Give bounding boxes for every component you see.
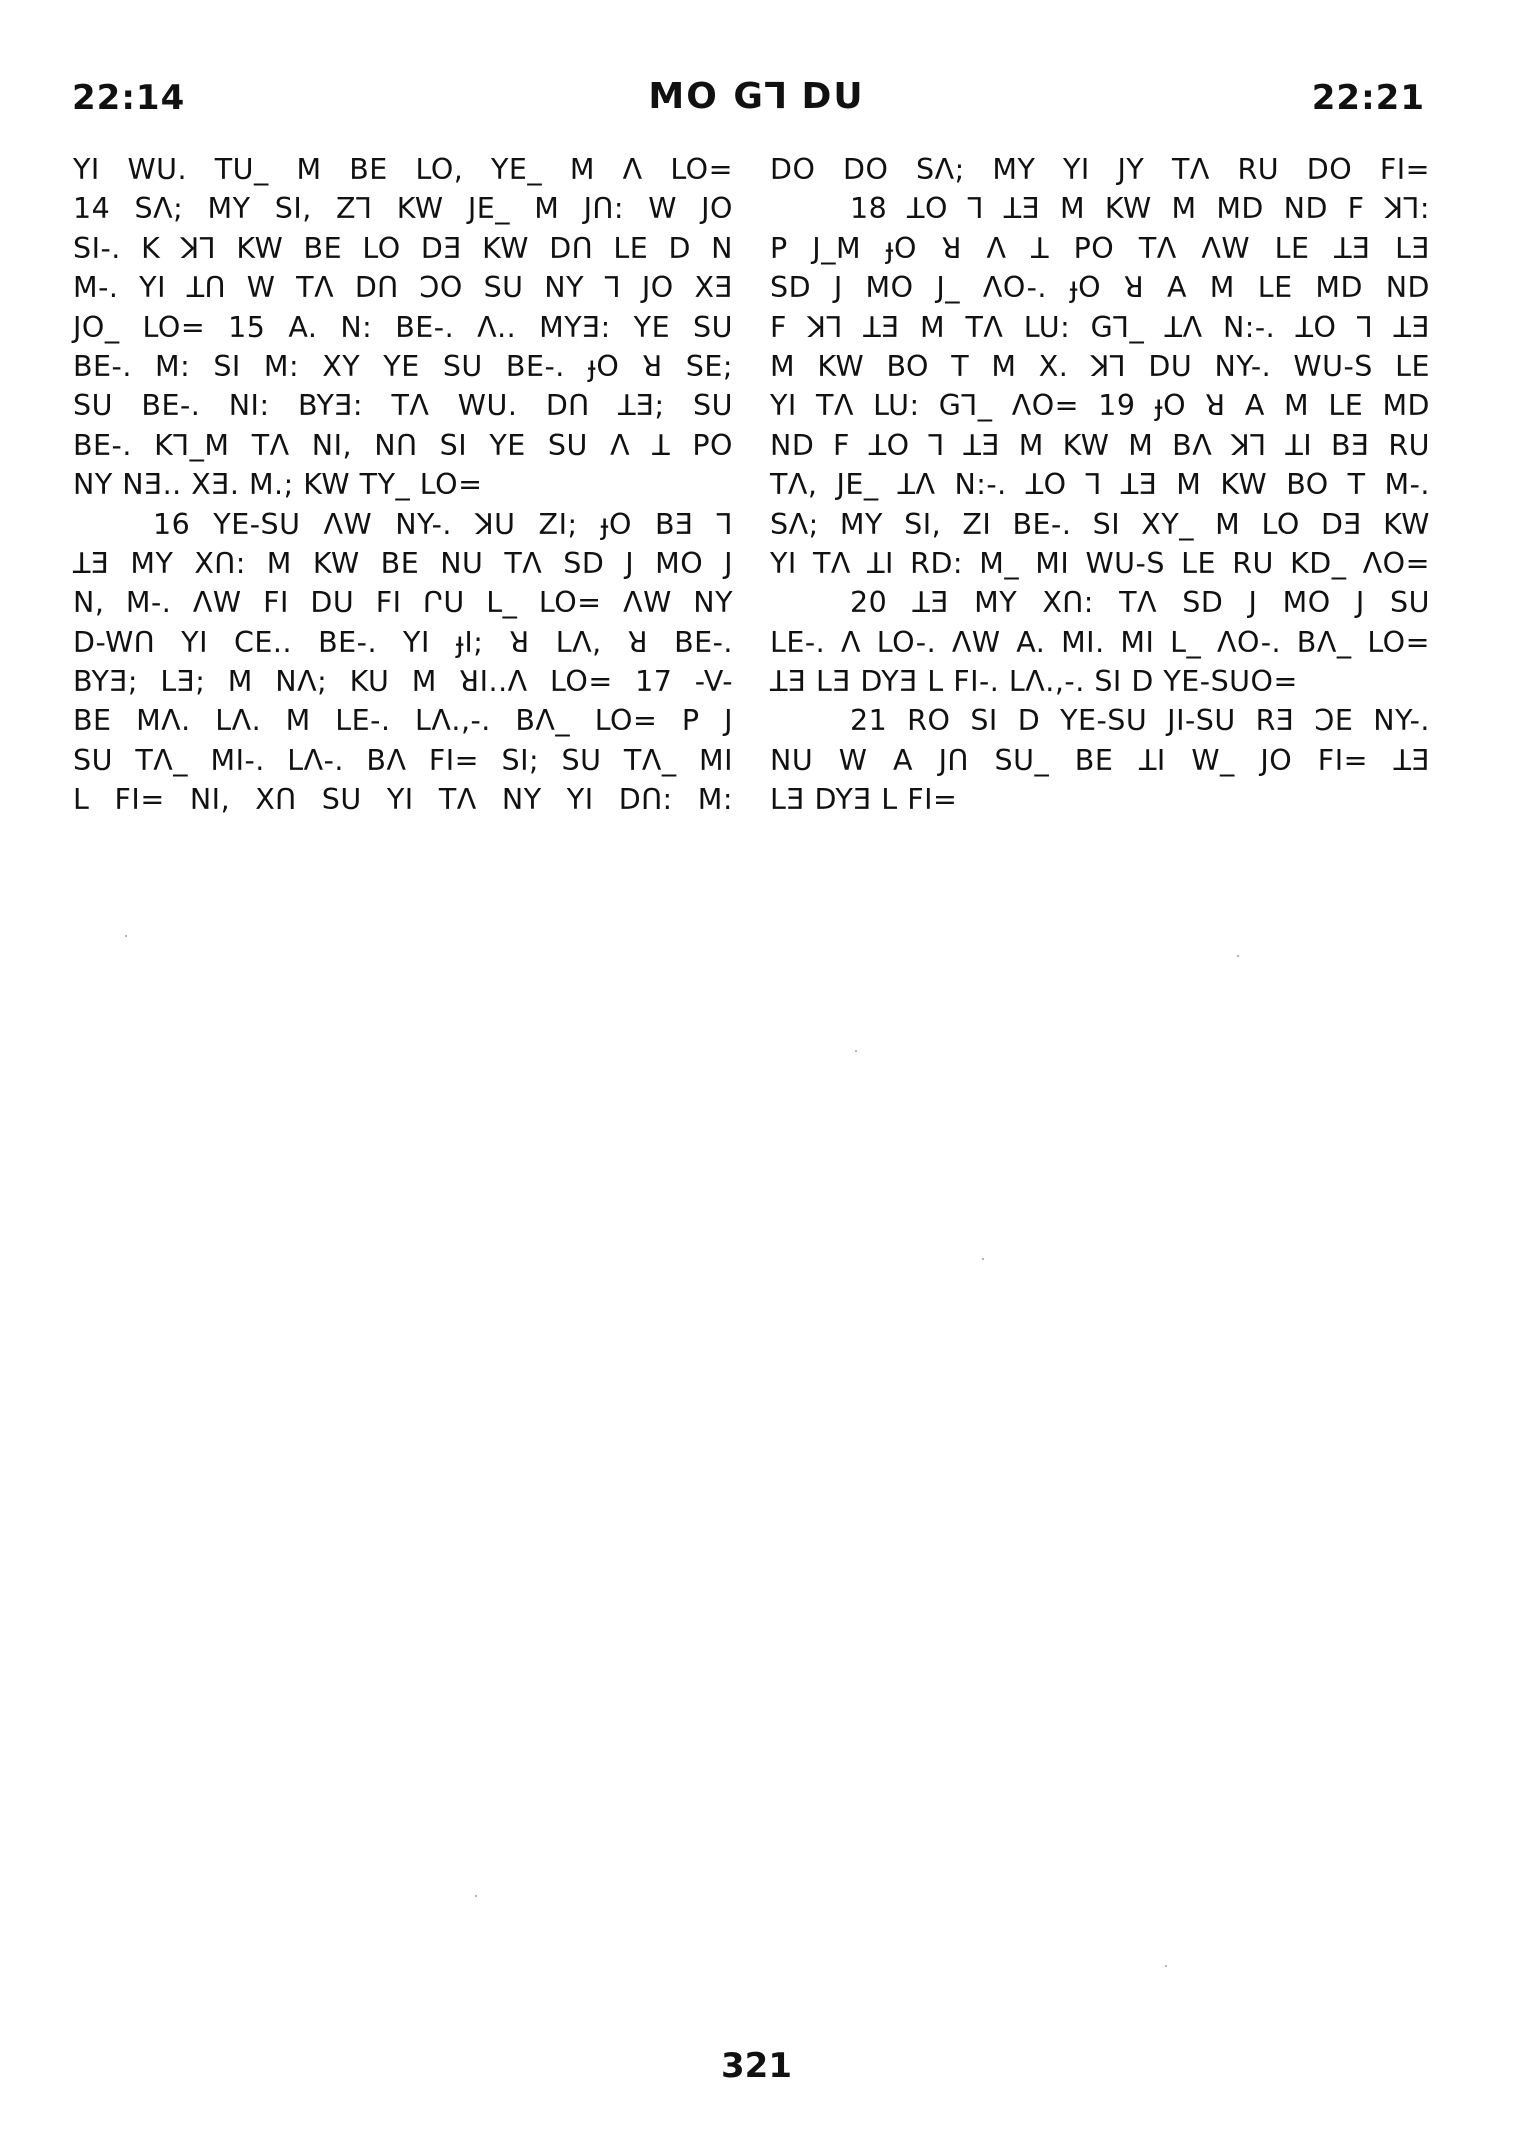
text-line: YI TΛ LU: G⅂_ ΛO= 19 ɟO ꓤ A M LE MD (770, 389, 1430, 423)
text-line: SΛ; MY SI, ZI BE-. SI XY_ M LO DƎ KW (770, 507, 1430, 541)
text-line: SU TΛ_ MI-. LΛ-. BΛ FI= SI; SU TΛ_ MI (73, 743, 733, 777)
text-line: SD J MO J_ ΛO-. ɟO ꓤ A M LE MD ND (770, 271, 1430, 305)
text-line: D-WՈ YI CE.. BE-. YI ɟI; ꓤ LΛ, ꓤ BE-. (73, 625, 733, 659)
text-line: NU W A JՈ SU_ BE ꓕI W_ JO FI= ꓕƎ (770, 743, 1430, 777)
text-line: BYƎ; LƎ; M NΛ; KU M ꓤI..Λ LO= 17 -V- (73, 665, 733, 699)
text-line: LE-. Λ LO-. ΛW A. MI. MI L_ ΛO-. BΛ_ LO= (770, 625, 1430, 659)
text-line: L FI= NI, XՈ SU YI TΛ NY YI DՈ: M: (73, 783, 733, 817)
text-line: 14 SΛ; MY SI, Z⅂ KW JE_ M JՈ: W JO (73, 192, 733, 226)
chapter-verse-start: 22:14 (72, 78, 186, 118)
right-text-column (770, 150, 1430, 820)
text-line: P J_M ɟO ꓤ Λ ꓕ PO TΛ ΛW LE ꓕƎ LƎ (770, 231, 1430, 265)
text-line: LƎ DYƎ L FI= (770, 783, 958, 817)
text-line: BE-. K⅂_M TΛ NI, NՈ SI YE SU Λ ꓕ PO (73, 428, 733, 462)
scan-speck (855, 1050, 857, 1052)
text-line: N, M-. ΛW FI DU FI ՐU L_ LO= ΛW NY (73, 586, 733, 620)
text-line: M KW BO T M X. ꓘ⅂ DU NY-. WU-S LE (770, 349, 1430, 383)
scan-speck (1237, 955, 1239, 957)
text-line: ꓕƎ LƎ DYƎ L FI-. LΛ.,-. SI D YE-SUO= (770, 665, 1298, 699)
left-text-column (73, 150, 733, 820)
text-line: BE MΛ. LΛ. M LE-. LΛ.,-. BΛ_ LO= P J (73, 704, 733, 738)
text-line: ꓕƎ MY XՈ: M KW BE NU TΛ SD J MO J (73, 546, 733, 580)
text-line: ND F ꓕO ⅂ ꓕƎ M KW M BΛ ꓘ⅂ ꓕI BƎ RU (770, 428, 1430, 462)
text-line: NY NƎ.. XƎ. M.; KW TY_ LO= (73, 468, 483, 502)
text-line: F ꓘ⅂ ꓕƎ M TΛ LU: G⅂_ ꓕΛ N:-. ꓕO ⅂ ꓕƎ (770, 310, 1430, 344)
text-line: M-. YI ꓕՈ W TΛ DՈ ϽO SU NY ⅂ JO XƎ (73, 271, 733, 305)
text-line: 18 ꓕO ⅂ ꓕƎ M KW M MD ND F ꓘ⅂: (850, 192, 1430, 226)
scan-speck (475, 1895, 477, 1897)
chapter-verse-end: 22:21 (1311, 78, 1425, 118)
scan-speck (982, 1258, 984, 1260)
text-line: SI-. K ꓘ⅂ KW BE LO DƎ KW DՈ LE D N (73, 231, 733, 265)
scan-speck (125, 935, 127, 937)
scan-speck (1165, 1965, 1167, 1967)
text-line: DO DO SΛ; MY YI JY TΛ RU DO FI= (770, 153, 1430, 186)
book-title: MO G⅂ DU (648, 76, 865, 117)
text-line: 20 ꓕƎ MY XՈ: TΛ SD J MO J SU (850, 586, 1430, 620)
page-number: 321 (721, 2046, 792, 2086)
text-line: YI TΛ ꓕI RD: M_ MI WU-S LE RU KD_ ΛO= (770, 546, 1430, 580)
text-line: JO_ LO= 15 A. N: BE-. Λ.. MYƎ: YE SU (73, 310, 733, 344)
text-line: 16 YE-SU ΛW NY-. ꓘU ZI; ɟO BƎ ⅂ (153, 507, 733, 541)
text-line: YI WU. TU_ M BE LO, YE_ M Λ LO= (73, 153, 733, 186)
text-line: BE-. M: SI M: XY YE SU BE-. ɟO ꓤ SE; (73, 349, 733, 383)
text-line: 21 RO SI D YE-SU JI-SU RƎ ϽE NY-. (850, 704, 1430, 738)
text-line: SU BE-. NI: BYƎ: TΛ WU. DՈ ꓕƎ; SU (73, 389, 733, 423)
text-line: TΛ, JE_ ꓕΛ N:-. ꓕO ⅂ ꓕƎ M KW BO T M-. (770, 468, 1430, 502)
